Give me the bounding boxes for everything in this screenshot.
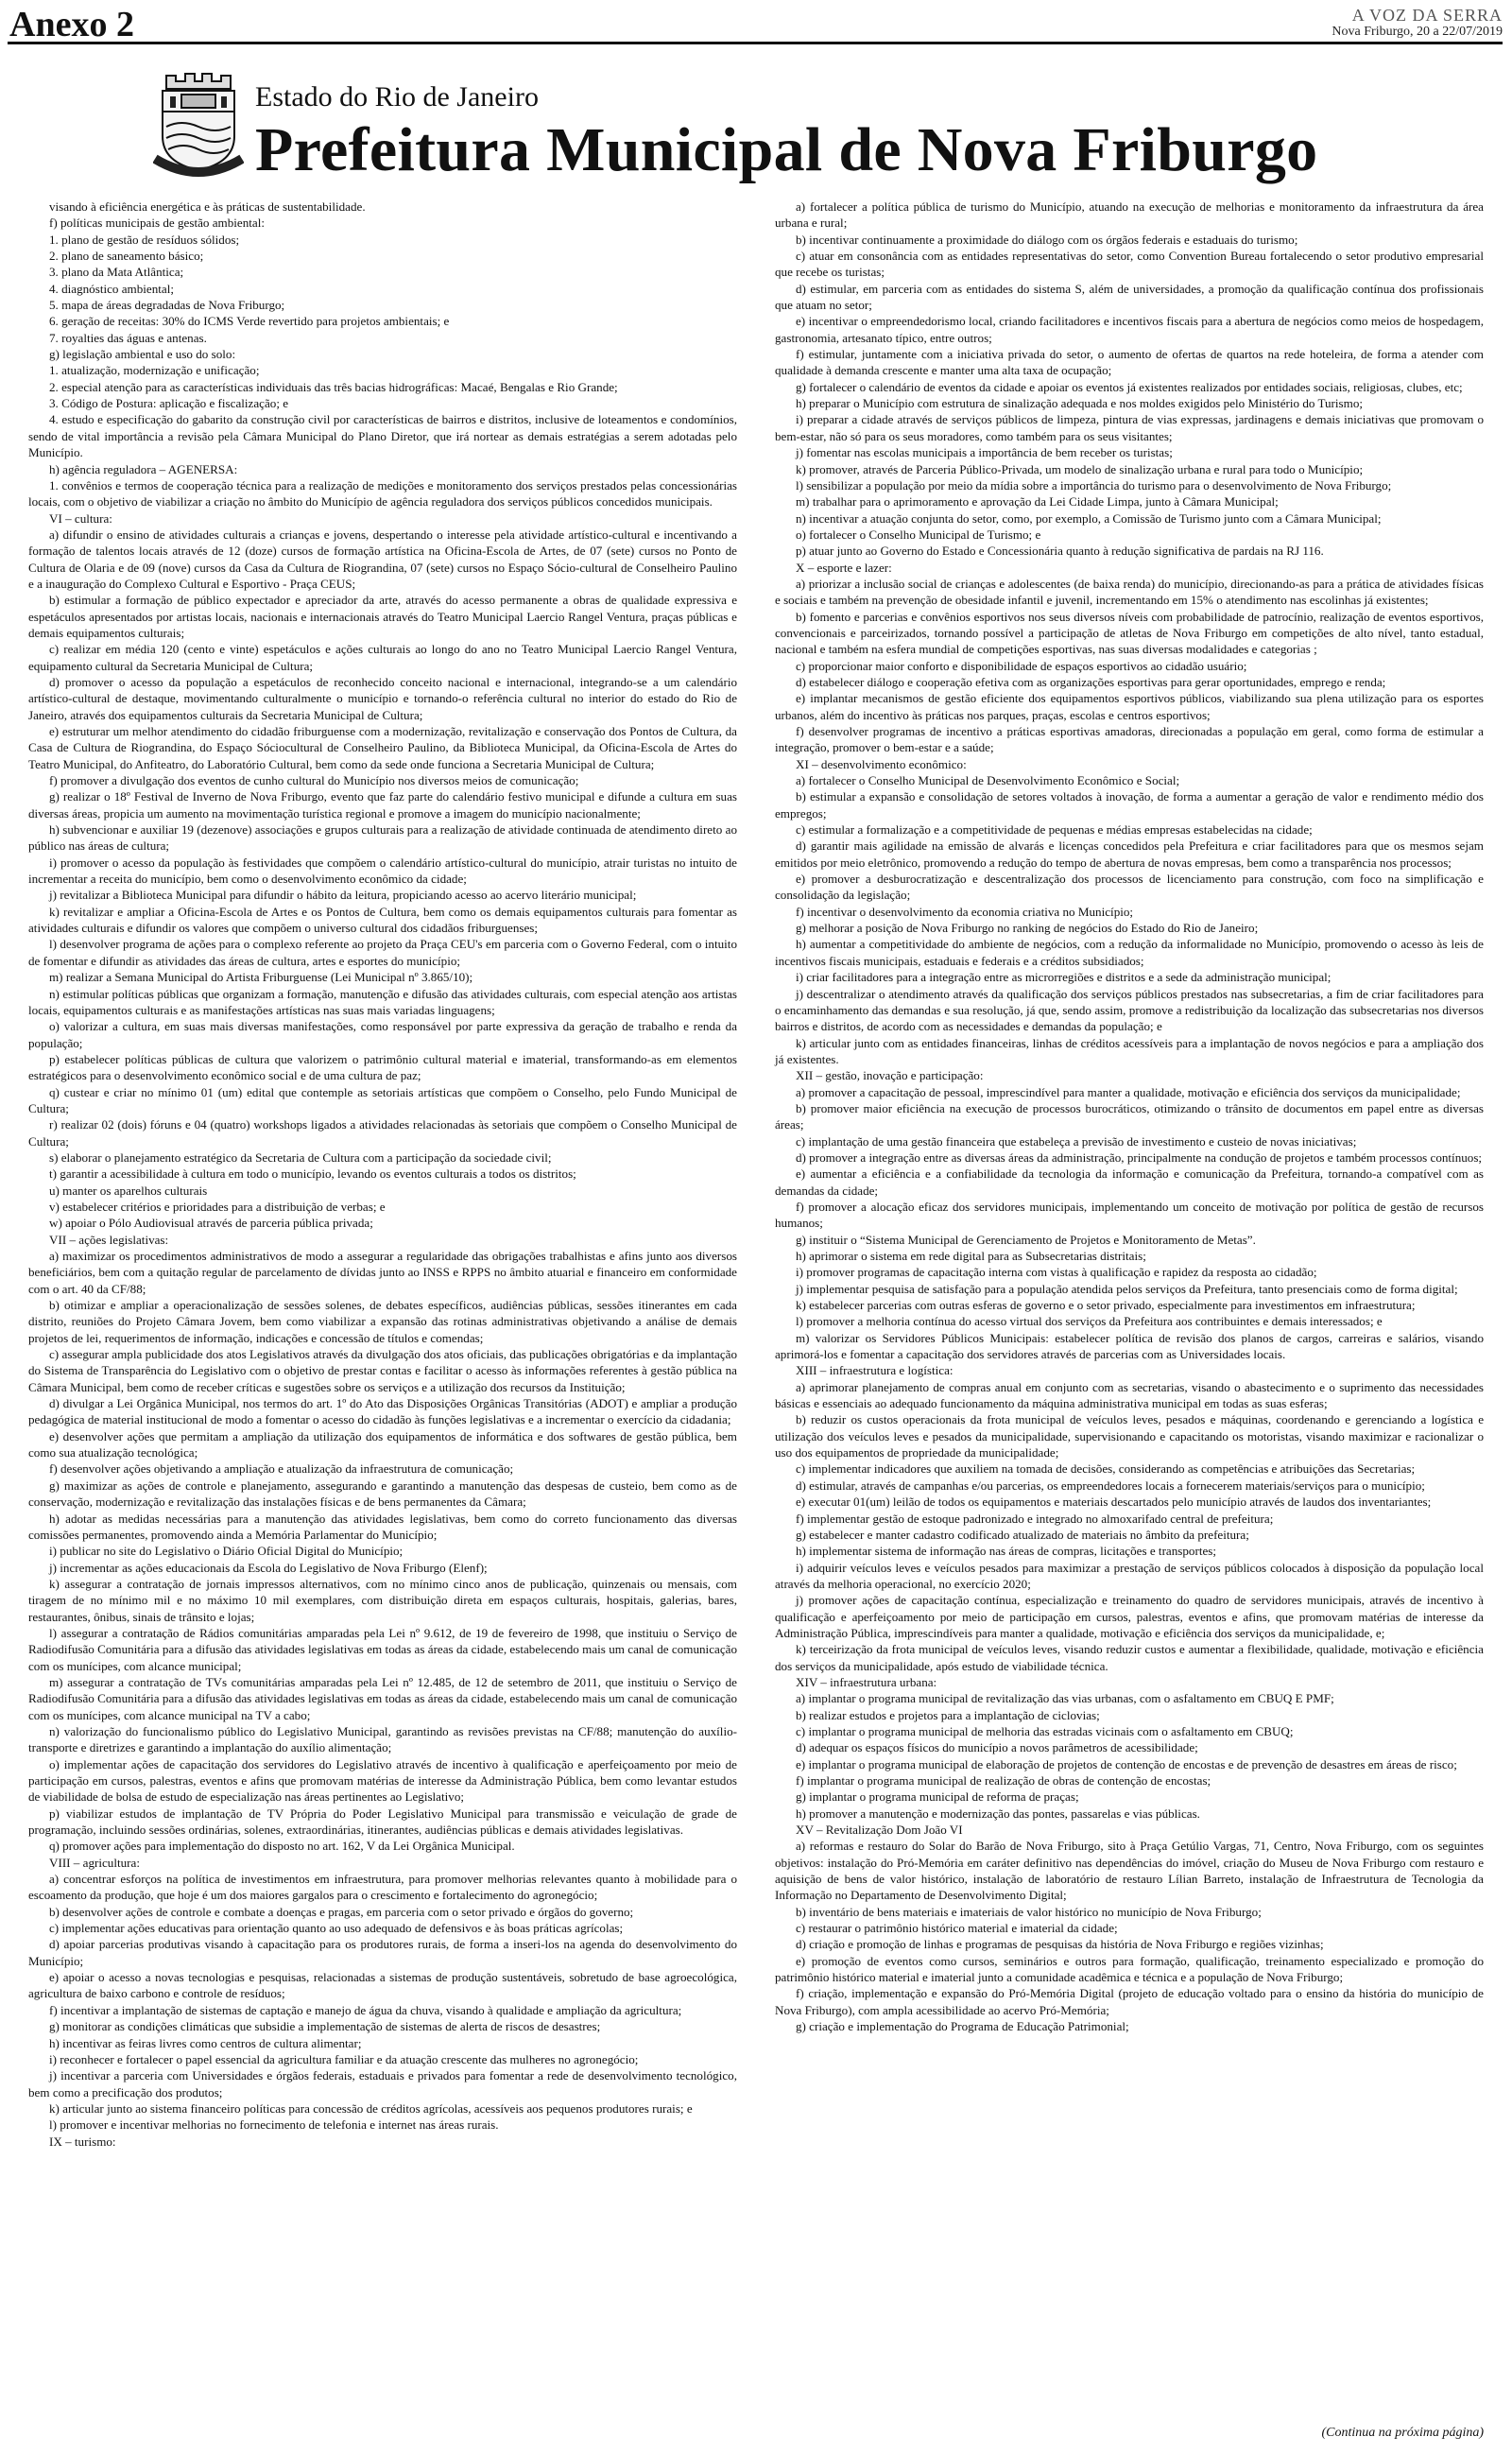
paragraph: g) estabelecer e manter cadastro codificado atualizado de materiais no âmbito da prefeitura;	[796, 1527, 1249, 1542]
paragraph: k) promover, através de Parceria Público-Privada, um modelo de sinalização urbana e rural para todo o Município;	[796, 461, 1364, 476]
paragraph: g) criação e implementação do Programa de Educação Patrimonial;	[796, 2019, 1129, 2034]
paragraph: q) promover ações para implementação do disposto no art. 162, V da Lei Orgânica Municipal.	[49, 1839, 515, 1854]
paragraph: f) desenvolver programas de incentivo a práticas esportivas amadoras, direcionadas a população em geral, como forma de estimular a integração, promover o bem-estar e a saúde;	[775, 724, 1484, 755]
paragraph: 3. Código de Postura: aplicação e fiscalização; e	[49, 396, 289, 411]
paragraph: a) reformas e restauro do Solar do Barão de Nova Friburgo, sito à Praça Getúlio Vargas, 71, Centro, Nova Friburgo, com os seguintes objetivos: instalação do Pró-Memória em caráter definitivo nas dependências do imóvel, criação do Museu de Nova Friburgo com restauro e aquisição de bens de valor histórico, instalação de laboratório de restauro Lílian Barreto, instalação de Infraestrutura de Tecnologia da Informação no Departamento de Desenvolvimento Digital;	[775, 1839, 1484, 1903]
paragraph: h) adotar as medidas necessárias para a manutenção das atividades legislativas, bem como do correto funcionamento das diversas comissões permanentes, promovendo ainda a Memória Parlamentar do Município;	[28, 1511, 737, 1542]
paragraph: b) estimular a expansão e consolidação de setores voltados à inovação, de forma a aumentar a geração de valor e rendimento médio dos empregos;	[775, 789, 1484, 821]
paragraph: m) valorizar os Servidores Públicos Municipais: estabelecer política de revisão dos planos de cargos, carreiras e salários, visando aprimorá-los e fomentar a capacitação dos servidores através de parcerias com as Universidades locais.	[775, 1330, 1484, 1362]
paragraph: f) promover a alocação eficaz dos servidores municipais, implementando um conceito de motivação por política de gestão de recursos humanos;	[775, 1199, 1484, 1231]
paragraph: h) aprimorar o sistema em rede digital para as Subsecretarias distritais;	[796, 1249, 1146, 1263]
paragraph: b) promover maior eficiência na execução de processos burocráticos, otimizando o trânsito de documentos em papel entre as diversas áreas;	[775, 1100, 1484, 1132]
paragraph: c) realizar em média 120 (cento e vinte) espetáculos e ações culturais ao longo do ano no Teatro Municipal Laercio Rangel Ventura, equipamento cultural da Secretaria Municipal de Cultura;	[28, 642, 737, 673]
paragraph: e) desenvolver ações que permitam a ampliação da utilização dos equipamentos de informática e dos softwares de gestão pública, bem como sua atualização tecnológica;	[28, 1428, 737, 1460]
left-column	[28, 199, 737, 2150]
paragraph: f) estimular, juntamente com a iniciativa privada do setor, o aumento de ofertas de quartos na rede hoteleira, de forma a atender com qualidade à demanda crescente e manter uma alta taxa de ocupação;	[775, 347, 1484, 378]
paragraph: o) valorizar a cultura, em suas mais diversas manifestações, como responsável por parte expressiva da geração de trabalho e renda da população;	[28, 1019, 737, 1050]
paragraph: p) atuar junto ao Governo do Estado e Concessionária quanto à redução significativa de pardais na RJ 116.	[796, 544, 1324, 559]
paragraph: j) promover ações de capacitação contínua, especialização e treinamento do quadro de servidores municipais, através de incentivo à qualificação e aperfeiçoamento por meio de participação em cursos, palestras, eventos e afins, que promovam matérias de interesse da Administração Pública, imprescindíveis para manter a qualidade, motivação e eficiência dos serviços da municipalidade, e;	[775, 1593, 1484, 1640]
paragraph: g) legislação ambiental e uso do solo:	[49, 347, 236, 362]
paragraph: g) fortalecer o calendário de eventos da cidade e apoiar os eventos já existentes realizados por entidades sociais, religiosas, clubes, etc;	[796, 379, 1463, 394]
paragraph: a) aprimorar planejamento de compras anual em conjunto com as secretarias, visando o abastecimento e o suprimento das necessidades básicas e essenciais ao adequado funcionamento da máquina administrativa municipal em todas as suas esferas;	[775, 1379, 1484, 1411]
paragraph: e) implantar o programa municipal de elaboração de projetos de contenção de encostas e de prevenção de desastres em áreas de risco;	[796, 1756, 1457, 1771]
paragraph: b) desenvolver ações de controle e combate a doenças e pragas, em parceria com o setor privado e órgãos do governo;	[49, 1904, 634, 1919]
paragraph: h) agência reguladora – AGENERSA:	[49, 461, 238, 476]
paragraph: c) implementar indicadores que auxiliem na tomada de decisões, considerando as competências e atribuições das Secretarias;	[796, 1461, 1416, 1477]
paragraph: o) implementar ações de capacitação dos servidores do Legislativo através de incentivo à qualificação e aperfeiçoamento por meio de participação em cursos, palestras, eventos e afins que promovam matérias de interesse da Administração Pública, bem como levantar estudos de viabilidade de bolsa de estudo de especialização nas áreas pertinentes ao Legislativo;	[28, 1756, 737, 1805]
newspaper-name: A VOZ DA SERRA	[1351, 6, 1503, 25]
paragraph: VIII – agricultura:	[49, 1855, 140, 1870]
paragraph: d) promover a integração entre as diversas áreas da administração, principalmente na condução de projetos e também processos contínuos;	[796, 1149, 1483, 1165]
paragraph: c) implantar o programa municipal de melhoria das estradas vicinais com o asfaltamento em CBUQ;	[796, 1723, 1294, 1738]
paragraph: c) proporcionar maior conforto e disponibilidade de espaços esportivos ao cidadão usuário;	[796, 658, 1247, 673]
paragraph: e) apoiar o acesso a novas tecnologias e pesquisas, relacionadas a sistemas de produção sustentáveis, sobretudo de base agroecológica, agricultura de baixo carbono e controle de resíduos;	[28, 1970, 737, 2001]
paragraph: j) implementar pesquisa de satisfação para a população atendida pelos serviços da Prefeitura, tanto presenciais como de forma digital;	[796, 1281, 1458, 1296]
paragraph: d) promover o acesso da população a espetáculos de reconhecido conceito nacional e internacional, integrando-se a um calendário artístico-cultural de destaque, movimentando culturalmente o município e tornando-o referência cultural no interior do estado do Rio de Janeiro, através dos equipamentos culturais da Secretaria Municipal de Cultura;	[28, 674, 737, 722]
paragraph: d) adequar os espaços físicos do município a novos parâmetros de acessibilidade;	[796, 1740, 1198, 1755]
paragraph: 2. especial atenção para as características individuais das três bacias hidrográficas: Macaé, Bengalas e Rio Grande;	[49, 379, 618, 394]
paragraph: h) implementar sistema de informação nas áreas de compras, licitações e transportes;	[796, 1544, 1217, 1559]
paragraph: u) manter os aparelhos culturais	[49, 1183, 208, 1198]
paragraph: l) assegurar a contratação de Rádios comunitárias amparadas pela Lei nº 9.612, de 19 de fevereiro de 1998, que instituiu o Serviço de Radiodifusão Comunitária para a difusão das atividades legislativas em todas as áreas da cidade, estabelecendo mais um canal de comunicação com os munícipes, com alcance municipal;	[28, 1625, 737, 1673]
paragraph: a) difundir o ensino de atividades culturais a crianças e jovens, despertando o interesse pela atividade artístico-cultural e incentivando a formação de talentos locais através de 12 (doze) cursos de formação artística na Oficina-Escola de Artes, de 07 (sete) cursos no Ponto de Cultura de Olaria e de 09 (nove) cursos da Casa da Cultura de Riograndina, 07 (sete) cursos no Espaço Sócio-cultural de Conselheiro Paulino e a inauguração do Complexo Cultural e Esportivo - Praça CEUS;	[28, 527, 737, 591]
paragraph: h) aumentar a competitividade do ambiente de negócios, com a redução da informalidade no Município, promovendo o acesso às leis de incentivos fiscais municipais, estaduais e federais e a créditos subsidiados;	[775, 937, 1484, 968]
paragraph: f) incentivar o desenvolvimento da economia criativa no Município;	[796, 904, 1134, 919]
paragraph: a) promover a capacitação de pessoal, imprescindível para manter a qualidade, motivação e eficiência dos serviços da municipalidade;	[796, 1084, 1461, 1099]
paragraph: p) estabelecer políticas públicas de cultura que valorizem o patrimônio cultural material e imaterial, transformando-as em elementos estratégicos para o desenvolvimento econômico social e de uma cultura de paz;	[28, 1051, 737, 1083]
paragraph: a) fortalecer a política pública de turismo do Município, atuando na execução de melhorias e monitoramento da infraestrutura da área urbana e rural;	[775, 199, 1484, 231]
paragraph: t) garantir a acessibilidade à cultura em todo o município, levando os eventos culturais a todos os distritos;	[49, 1167, 576, 1182]
paragraph: e) implantar mecanismos de gestão eficiente dos equipamentos esportivos públicos, viabilizando sua plena utilização para os esportes urbanos, além do incentivo às práticas nos parques, praças, escolas e centros esportivos;	[775, 691, 1484, 722]
paragraph: e) estruturar um melhor atendimento do cidadão friburguense com a modernização, revitalização e conservação dos Pontos de Cultura, da Casa de Cultura de Riograndina, do Espaço Sóciocultural de Conselheiro Paulino, da Biblioteca Municipal, da Oficina-Escola de Artes do Teatro Municipal, do Anfiteatro, do Laboratório Cultural, bem como da sede onde funciona a Secretaria Municipal de Cultura;	[28, 724, 737, 771]
paragraph: q) custear e criar no mínimo 01 (um) edital que contemple as setoriais artísticas que compõem o Conselho, pelo Fundo Municipal de Cultura;	[28, 1084, 737, 1115]
paragraph: a) concentrar esforços na política de investimentos em infraestrutura, para promover melhorias relevantes quanto à mobilidade para o escoamento da produção, que hoje é um dos maiores gargalos para o crescimento e fortalecimento do agronegócio;	[28, 1872, 737, 1903]
paragraph: b) otimizar e ampliar a operacionalização de sessões solenes, de debates específicos, audiências públicas, sessões itinerantes em cada distrito, reuniões do Projeto Câmara Jovem, bem como viabilizar a expansão das rotinas administrativas objetivando a análise de demais projetos de lei, requerimentos de informação, indicações e concessão de títulos e comendas;	[28, 1298, 737, 1345]
paragraph: f) desenvolver ações objetivando a ampliação e atualização da infraestrutura de comunicação;	[49, 1461, 514, 1477]
paragraph: n) incentivar a atuação conjunta do setor, como, por exemplo, a Comissão de Turismo junto com a Câmara Municipal;	[796, 510, 1382, 526]
paragraph: VII – ações legislativas:	[49, 1232, 169, 1247]
paragraph: 6. geração de receitas: 30% do ICMS Verde revertido para projetos ambientais; e	[49, 314, 450, 329]
paragraph: d) estimular, através de campanhas e/ou parcerias, os empreendedores locais a fornecerem materiais/serviços para o município;	[796, 1478, 1425, 1493]
paragraph: 4. estudo e especificação do gabarito da construção civil por características de bairros e distritos, inclusive de loteamentos e condomínios, sendo de vital importância a revisão pela Câmara Municipal do Plano Diretor, que irá nortear as demais estratégias a serem adotadas pelo Município.	[28, 412, 737, 460]
paragraph: m) assegurar a contratação de TVs comunitárias amparadas pela Lei nº 12.485, de 12 de setembro de 2011, que instituiu o Serviço de Radiodifusão Comunitária para a difusão das atividades legislativas em todas as áreas da cidade, estabelecendo mais um canal de comunicação com os munícipes, com alcance municipal na TV a cabo;	[28, 1674, 737, 1722]
paragraph: a) fortalecer o Conselho Municipal de Desenvolvimento Econômico e Social;	[796, 773, 1180, 788]
paragraph: b) inventário de bens materiais e imateriais de valor histórico no município de Nova Friburgo;	[796, 1904, 1262, 1919]
paragraph: k) revitalizar e ampliar a Oficina-Escola de Artes e os Pontos de Cultura, bem como os demais equipamentos culturais para fomentar as atividades culturais e difundir os valores que compõem o universo cultural dos cidadãos friburguenses;	[28, 904, 737, 936]
paragraph: l) promover e incentivar melhorias no fornecimento de telefonia e internet nas áreas rurais.	[49, 2117, 499, 2133]
paragraph: j) incentivar a parceria com Universidades e órgãos federais, estaduais e privados para fomentar a rede de desenvolvimento tecnológico, bem como a precificação dos produtos;	[28, 2068, 737, 2100]
paragraph: 7. royalties das águas e antenas.	[49, 330, 207, 345]
paragraph: XIII – infraestrutura e logística:	[796, 1363, 954, 1378]
paragraph: XI – desenvolvimento econômico:	[796, 756, 967, 771]
paragraph: s) elaborar o planejamento estratégico da Secretaria de Cultura com a participação da sociedade civil;	[49, 1149, 552, 1165]
paragraph: 5. mapa de áreas degradadas de Nova Friburgo;	[49, 298, 285, 313]
paragraph: d) estabelecer diálogo e cooperação efetiva com as organizações esportivas para gerar oportunidades, emprego e renda;	[796, 674, 1386, 689]
paragraph: e) executar 01(um) leilão de todos os equipamentos e materiais descartados pelo município através de laudos dos inventariantes;	[796, 1495, 1432, 1510]
paragraph: f) promover a divulgação dos eventos de cunho cultural do Município nos diversos meios de comunicação;	[49, 773, 579, 788]
paragraph: k) articular junto com as entidades financeiras, linhas de créditos acessíveis para a implantação de novos negócios e para a ampliação dos já existentes.	[775, 1035, 1484, 1066]
page-header	[8, 4, 1503, 60]
paragraph: IX – turismo:	[49, 2134, 116, 2149]
paragraph: c) implementar ações educativas para orientação quanto ao uso adequado de defensivos e às boas práticas agrícolas;	[49, 1921, 624, 1936]
paragraph: i) promover o acesso da população às festividades que compõem o calendário artístico-cultural do município, atrair turistas no intuito de incrementar a receita do município, bem como o desenvolvimento econômico da cidade;	[28, 855, 737, 887]
paragraph: v) estabelecer critérios e prioridades para a distribuição de verbas; e	[49, 1199, 386, 1214]
paragraph: f) implantar o programa municipal de realização de obras de contenção de encostas;	[796, 1773, 1211, 1788]
paragraph: j) fomentar nas escolas municipais a importância de bem receber os turistas;	[796, 445, 1173, 460]
paragraph: h) incentivar as feiras livres como centros de cultura alimentar;	[49, 2035, 362, 2050]
paragraph: n) estimular políticas públicas que organizam a formação, manutenção e difusão das atividades culturais, com especial atenção aos artistas locais, equipamentos culturais e as manifestações artísticas nas suas mais variadas linguagens;	[28, 986, 737, 1017]
paragraph: j) revitalizar a Biblioteca Municipal para difundir o hábito da leitura, propiciando acesso ao acervo literário municipal;	[49, 888, 637, 903]
paragraph: e) promover a desburocratização e descentralização dos processos de licenciamento para construção, com foco na simplificação e consolidação da legislação;	[775, 872, 1484, 903]
prefecture-title: Prefeitura Municipal de Nova Friburgo	[255, 115, 1318, 184]
paragraph: h) subvencionar e auxiliar 19 (dezenove) associações e grupos culturais para a realização de atividade continuada de atendimento direto ao público nas áreas de cultura;	[28, 822, 737, 854]
paragraph: c) restaurar o patrimônio histórico material e imaterial da cidade;	[796, 1921, 1118, 1936]
state-name: Estado do Rio de Janeiro	[255, 81, 539, 112]
paragraph: r) realizar 02 (dois) fóruns e 04 (quatro) workshops ligados a atividades relacionadas às setoriais que compõem o Conselho Municipal de Cultura;	[28, 1117, 737, 1149]
paragraph: 1. atualização, modernização e unificação;	[49, 363, 260, 378]
paragraph: g) implantar o programa municipal de reforma de praças;	[796, 1789, 1079, 1805]
paragraph: h) preparar o Município com estrutura de sinalização adequada e nos moldes exigidos pelo Ministério do Turismo;	[796, 396, 1363, 411]
annex-label: Anexo 2	[9, 5, 134, 44]
paragraph: f) criação, implementação e expansão do Pró-Memória Digital (projeto de educação voltado para o ensino da história do município de Nova Friburgo), com ampla acessibilidade ao acervo Pró-Memória;	[775, 1986, 1484, 2017]
paragraph: d) criação e promoção de linhas e programas de pesquisas da história de Nova Friburgo e regiões vizinhas;	[796, 1937, 1324, 1952]
right-column	[775, 199, 1484, 2035]
paragraph: m) trabalhar para o aprimoramento e aprovação da Lei Cidade Limpa, junto à Câmara Municipal;	[796, 494, 1279, 510]
paragraph: d) garantir mais agilidade na emissão de alvarás e licenças concedidos pela Prefeitura e criar facilitadores para que os mesmos sejam emitidos por meio eletrônico, promovendo a redução do tempo de abertura de novas empresas, bem como a transparência nos processos;	[775, 838, 1484, 870]
paragraph: g) instituir o “Sistema Municipal de Gerenciamento de Projetos e Monitoramento de Metas”.	[796, 1232, 1256, 1247]
paragraph: j) incrementar as ações educacionais da Escola do Legislativo de Nova Friburgo (Elenf);	[49, 1560, 488, 1575]
paragraph: l) promover a melhoria contínua do acesso virtual dos serviços da Prefeitura aos contribuintes e demais interessados; e	[796, 1314, 1383, 1329]
article-body	[28, 199, 1484, 2411]
paragraph: XIV – infraestrutura urbana:	[796, 1674, 937, 1689]
paragraph: d) apoiar parcerias produtivas visando à capacitação para os produtores rurais, de forma a inseri-los na agenda do desenvolvimento do Município;	[28, 1937, 737, 1968]
paragraph: b) fomento e parcerias e convênios esportivos nos seus diversos níveis com probabilidade de patrocínio, realização de eventos esportivos, convencionais e parceirizados, tornando possível a participação de atletas de Nova Friburgo em competições de alto nível, tanto estadual, nacional e também na esfera mundial de competições esportivas, nas suas diversas modalidades e categorias ;	[775, 609, 1484, 657]
paragraph: j) descentralizar o atendimento através da qualificação dos serviços públicos prestados nas subsecretarias, a fim de criar facilitadores para o encaminhamento das demandas e sua resolução, já que, sendo assim, promove a redistribuição da localização das subsecretarias nos diversos bairros e distritos, de acordo com as necessidades e demandas da população; e	[775, 986, 1484, 1034]
paragraph: d) estimular, em parceria com as entidades do sistema S, além de universidades, a promoção da qualificação contínua dos profissionais que atuam no setor;	[775, 281, 1484, 313]
paragraph: i) publicar no site do Legislativo o Diário Oficial Digital do Município;	[49, 1544, 404, 1559]
paragraph: e) aumentar a eficiência e a confiabilidade da tecnologia da informação e comunicação da Prefeitura, tornando-a compatível com as demandas da cidade;	[775, 1167, 1484, 1198]
paragraph: a) maximizar os procedimentos administrativos de modo a assegurar a regularidade das obrigações trabalhistas e afins junto aos diversos beneficiários, bem com a quitação regular de parcelamento de dívidas junto ao INSS e RPPS no âmbito atuarial e financeiro em conformidade com o art. 40 da CF/88;	[28, 1249, 737, 1296]
paragraph: w) apoiar o Pólo Audiovisual através de parceria pública privada;	[49, 1216, 373, 1231]
paragraph: a) implantar o programa municipal de revitalização das vias urbanas, com o asfaltamento em CBUQ E PMF;	[796, 1691, 1334, 1706]
paragraph: k) articular junto ao sistema financeiro políticas para concessão de créditos agrícolas, acessíveis aos pequenos produtores rurais; e	[49, 2100, 693, 2116]
paragraph: i) promover programas de capacitação interna com vistas à qualificação e rapidez da resposta ao cidadão;	[796, 1265, 1317, 1280]
paragraph: c) estimular a formalização e a competitividade de pequenas e médias empresas estabelecidas na cidade;	[796, 822, 1313, 838]
paragraph: i) criar facilitadores para a integração entre as microrregiões e distritos e a sede da administração municipal;	[796, 970, 1332, 985]
masthead	[161, 74, 1342, 195]
paragraph: f) implementar gestão de estoque padronizado e integrado no almoxarifado central de prefeitura;	[796, 1511, 1274, 1526]
paragraph: k) terceirização da frota municipal de veículos leves, visando reduzir custos e aumentar a flexibilidade, qualidade, motivação e eficiência dos serviços da municipalidade, após estudo de viabilidade técnica.	[775, 1642, 1484, 1673]
paragraph: e) promoção de eventos como cursos, seminários e outros para formação, qualificação, treinamento especializado e promoção do patrimônio histórico material e imaterial junto a comunidade acadêmica e técnica e a população de Nova Friburgo;	[775, 1953, 1484, 1985]
paragraph: g) melhorar a posição de Nova Friburgo no ranking de negócios do Estado do Rio de Janeiro;	[796, 921, 1259, 936]
paragraph: c) assegurar ampla publicidade dos atos Legislativos através da divulgação dos atos oficiais, das publicações obrigatórias e da implantação do Sistema de Transparência do Legislativo com o objetivo de prestar contas e facilitar o acesso às informações referentes à gestão pública na Câmara Municipal, bem como de receber críticas e sugestões sobre os serviços e a utilização dos recursos da Instituição;	[28, 1347, 737, 1394]
paragraph: i) preparar a cidade através de serviços públicos de limpeza, pintura de vias expressas, jardinagens e demais iniciativas que promovam o bem-estar, não só para os seus moradores, como também para os seus visitantes;	[775, 412, 1484, 443]
paragraph: n) valorização do funcionalismo público do Legislativo Municipal, garantindo as revisões previstas na CF/88; manutenção do auxílio-transporte e diretrizes e garantindo a implantação do auxílio alimentação;	[28, 1723, 737, 1755]
paragraph: X – esporte e lazer:	[796, 560, 892, 575]
paragraph: f) incentivar a implantação de sistemas de captação e manejo de água da chuva, visando à qualidade e ampliação da agricultura;	[49, 2002, 682, 2017]
paragraph: 1. plano de gestão de resíduos sólidos;	[49, 232, 240, 247]
paragraph: 3. plano da Mata Atlântica;	[49, 265, 184, 280]
paragraph: 2. plano de saneamento básico;	[49, 249, 204, 264]
paragraph: c) implantação de uma gestão financeira que estabeleça a previsão de investimento e custeio de novas iniciativas;	[796, 1133, 1357, 1149]
paragraph: b) reduzir os custos operacionais da frota municipal de veículos leves, pesados e máquinas, coordenando e gerenciando a logística e utilização dos veículos leves e pesados da municipalidade, supervisionando e capacitando os motoristas, visando maximizar e racionalizar o uso dos equipamentos de propriedade da municipalidade;	[775, 1412, 1484, 1460]
paragraph: d) divulgar a Lei Orgânica Municipal, nos termos do art. 1º do Ato das Disposições Orgânicas Transitórias (ADOT) e ampliar a produção pedagógica de material institucional de modo a fomentar o acesso do cidadão às funções legislativas e a incrementar o exercício da cidadania;	[28, 1396, 737, 1427]
paragraph: g) maximizar as ações de controle e planejamento, assegurando e garantindo a manutenção das despesas de custeio, bem como as de conservação, modernização e revitalização das instalações físicas e de bens permanentes da Câmara;	[28, 1478, 737, 1510]
paragraph: a) priorizar a inclusão social de crianças e adolescentes (de baixa renda) do município, direcionando-as para a prática de atividades físicas e sociais e também na prevenção de obesidade infantil e juvenil, incrementando em 15% o atendimento nas escolinhas já existentes;	[775, 576, 1484, 608]
paragraph: g) realizar o 18º Festival de Inverno de Nova Friburgo, evento que faz parte do calendário festivo municipal e difunde a cultura em suas diversas áreas, propicia um aumento na movimentação turística regional e promove a imagem do município nacionalmente;	[28, 789, 737, 821]
paragraph: i) adquirir veículos leves e veículos pesados para maximizar a prestação de serviços públicos colocados à disposição da população local através da melhoria operacional, no exercício 2020;	[775, 1560, 1484, 1591]
paragraph: e) incentivar o empreendedorismo local, criando facilitadores e incentivos fiscais para a abertura de negócios como meios de hospedagem, gastronomia, artesanato típico, entre outros;	[775, 314, 1484, 345]
paragraph: VI – cultura:	[49, 510, 112, 526]
paragraph: l) sensibilizar a população por meio da mídia sobre a importância do turismo para o desenvolvimento de Nova Friburgo;	[796, 477, 1392, 493]
edition-date: Nova Friburgo, 20 a 22/07/2019	[1332, 25, 1503, 39]
coat-of-arms-icon	[153, 68, 244, 183]
paragraph: XII – gestão, inovação e participação:	[796, 1068, 984, 1083]
paragraph: f) políticas municipais de gestão ambiental:	[49, 216, 265, 231]
paragraph: o) fortalecer o Conselho Municipal de Turismo; e	[796, 527, 1041, 542]
paragraph: i) reconhecer e fortalecer o papel essencial da agricultura familiar e da atuação crescente das mulheres no agronegócio;	[49, 2051, 639, 2066]
paragraph: p) viabilizar estudos de implantação de TV Própria do Poder Legislativo Municipal para transmissão e veiculação de grade de programação, incluindo sessões ordinárias, solenes, extraordinárias, itinerantes, audiências públicas e demais atividades legislativas.	[28, 1806, 737, 1838]
paragraph: visando à eficiência energética e às práticas de sustentabilidade.	[49, 199, 366, 214]
paragraph: b) incentivar continuamente a proximidade do diálogo com os órgãos federais e estaduais do turismo;	[796, 232, 1298, 247]
paragraph: g) monitorar as condições climáticas que subsidie a implementação de sistemas de alerta de riscos de desastres;	[49, 2019, 601, 2034]
paragraph: b) estimular a formação de público expectador e apreciador da arte, através do acesso permanente a obras de qualidade expressiva e espetáculos apresentados por artistas locais, nacionais e internacionais através do Teatro Municipal Laercio Rangel Ventura, praças públicas e demais equipamentos culturais;	[28, 593, 737, 640]
paragraph: k) estabelecer parcerias com outras esferas de governo e o setor privado, especialmente para investimentos em infraestrutura;	[796, 1298, 1416, 1313]
continuation-note: (Continua na próxima página)	[1321, 2426, 1484, 2440]
paragraph: b) realizar estudos e projetos para a implantação de ciclovias;	[796, 1707, 1100, 1722]
paragraph: c) atuar em consonância com as entidades representativas do setor, como Convention Bureau fortalecendo o setor produtivo empresarial que recebe os turistas;	[775, 249, 1484, 280]
paragraph: XV – Revitalização Dom João VI	[796, 1823, 963, 1838]
header-rule	[8, 42, 1503, 44]
paragraph: m) realizar a Semana Municipal do Artista Friburguense (Lei Municipal nº 3.865/10);	[49, 970, 473, 985]
paragraph: k) assegurar a contratação de jornais impressos alternativos, com no mínimo cinco anos de publicação, quinzenais ou mensais, com tiragem de no mínimo mil e no máximo 10 mil exemplares, com distribuição direta em espaços culturais, hospitais, galerias, bares, restaurantes, ônibus, sinais de trânsito e lojas;	[28, 1576, 737, 1624]
paragraph: 4. diagnóstico ambiental;	[49, 281, 174, 296]
paragraph: 1. convênios e termos de cooperação técnica para a realização de medições e monitoramento dos serviços prestados pelas concessionárias locais, com o objetivo de viabilizar a criação no âmbito do Município de agência reguladora dos serviços públicos concedidos municipais.	[28, 477, 737, 510]
paragraph: l) desenvolver programa de ações para o complexo referente ao projeto da Praça CEU's em parceria com o Governo Federal, com o intuito de fomentar e difundir as atividades das áreas de cultura, artes e esportes do município;	[28, 937, 737, 968]
newspaper-info	[1332, 6, 1503, 40]
paragraph: h) promover a manutenção e modernização das pontes, passarelas e vias públicas.	[796, 1806, 1200, 1821]
